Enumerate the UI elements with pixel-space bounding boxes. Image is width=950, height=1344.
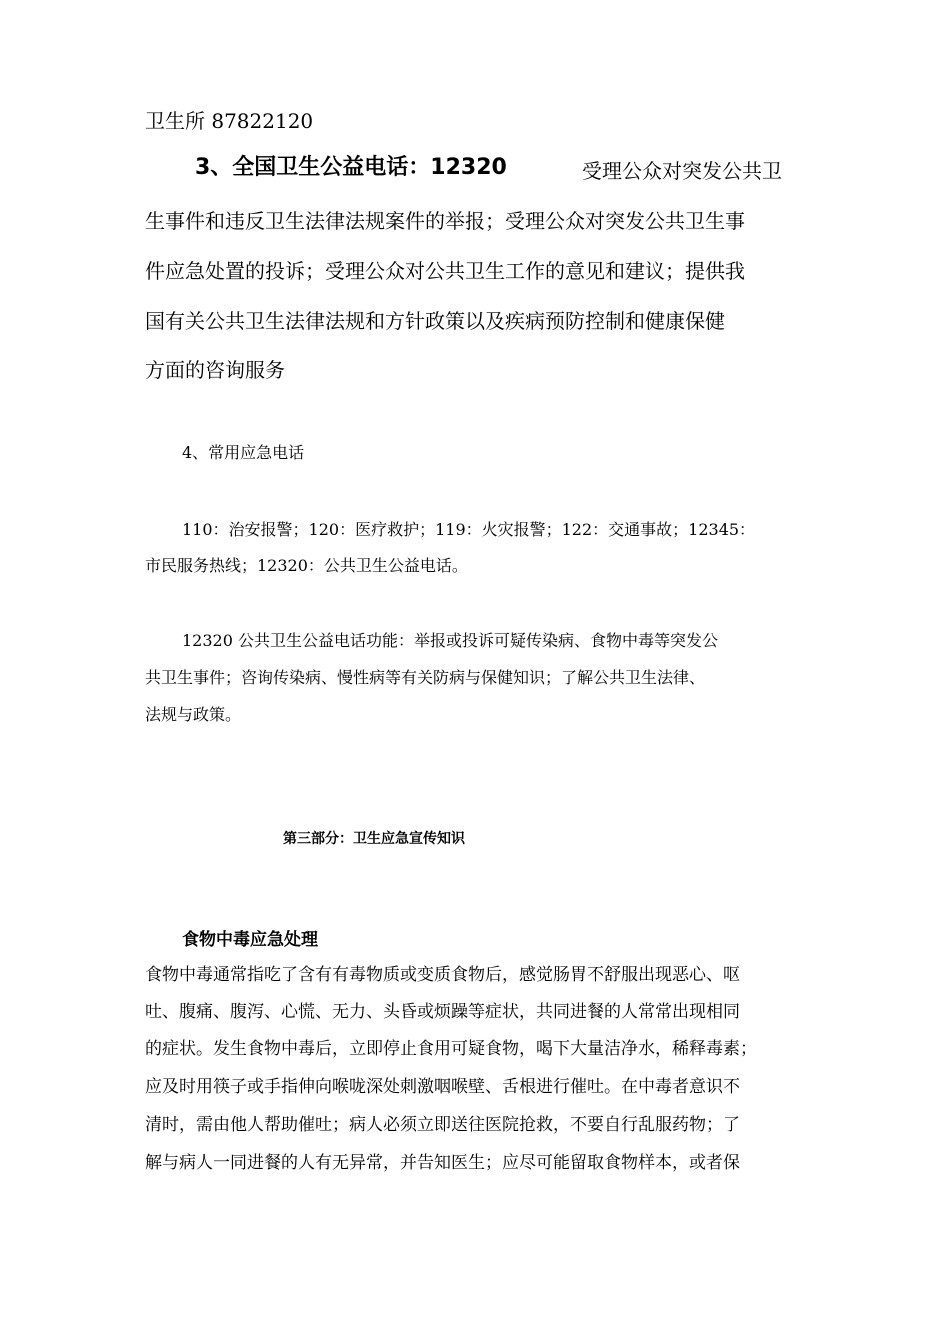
- phones-line-1: 110：治安报警；120：医疗救护；119：火灾报警；122：交通事故；12345：: [182, 520, 756, 539]
- food-poisoning-line-4: 应及时用筷子或手指伸向喉咙深处刺激咽喉壁、舌根进行催吐。在中毒者意识不: [145, 1077, 740, 1097]
- section4-heading: 4、常用应急电话: [182, 443, 305, 462]
- food-poisoning-line-3: 的症状。发生食物中毒后，立即停止食用可疑食物，喝下大量洁净水，稀释毒素；: [145, 1039, 757, 1059]
- food-poisoning-line-6: 解与病人一同进餐的人有无异常，并告知医生；应尽可能留取食物样本，或者保: [145, 1153, 740, 1173]
- section3-line-5: 方面的咨询服务: [145, 358, 285, 382]
- section2-tail-line: 卫生所 87822120: [145, 109, 314, 133]
- section3-line-3: 件应急处置的投诉；受理公众对公共卫生工作的意见和建议；提供我: [145, 259, 745, 283]
- section3-line-1: 受理公众对突发公共卫: [582, 159, 782, 183]
- food-poisoning-heading: 食物中毒应急处理: [182, 930, 318, 950]
- function-line-2: 共卫生事件；咨询传染病、慢性病等有关防病与保健知识；了解公共卫生法律、: [145, 668, 706, 687]
- food-poisoning-line-1: 食物中毒通常指吃了含有有毒物质或变质食物后，感觉肠胃不舒服出现恶心、呕: [145, 965, 740, 985]
- phones-line-2: 市民服务热线；12320：公共卫生公益电话。: [145, 556, 468, 575]
- section3-line-4: 国有关公共卫生法律法规和方针政策以及疾病预防控制和健康保健: [145, 309, 725, 333]
- food-poisoning-line-2: 吐、腹痛、腹泻、心慌、无力、头昏或烦躁等症状，共同进餐的人常常出现相同: [145, 1002, 740, 1022]
- food-poisoning-line-5: 清时，需由他人帮助催吐；病人必须立即送往医院抢救，不要自行乱服药物；了: [145, 1115, 740, 1135]
- section3-heading: 3、全国卫生公益电话：12320: [195, 155, 507, 180]
- function-line-1: 12320 公共卫生公益电话功能：举报或投诉可疑传染病、食物中毒等突发公: [182, 631, 718, 650]
- part3-title: 第三部分：卫生应急宣传知识: [283, 831, 465, 847]
- section3-line-2: 生事件和违反卫生法律法规案件的举报；受理公众对突发公共卫生事: [145, 209, 745, 233]
- function-line-3: 法规与政策。: [145, 705, 242, 724]
